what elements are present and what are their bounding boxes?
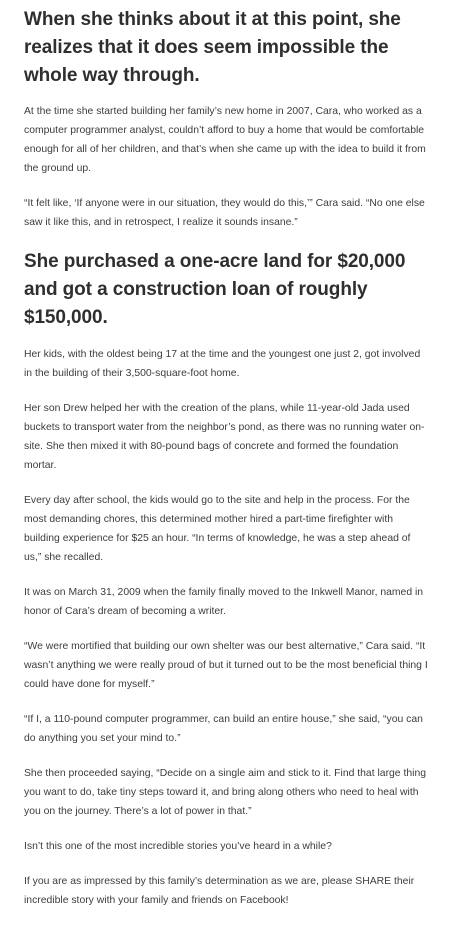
article-paragraph: “It felt like, ‘If anyone were in our situation, they would do this,’” Cara said. “No one else saw it like this, and in retrospect, I realize it sounds insane.” [24,198,425,228]
article-paragraph: At the time she started building her family’s new home in 2007, Cara, who worked as a computer programmer analyst, couldn’t afford to buy a home that would be comfortable enough for all of her children, and that’s when she came up with the idea to build it from the ground up. [24,106,426,174]
section-heading: When she thinks about it at this point, she realizes that it does seem impossible the whole way through. [24,9,401,86]
article-paragraph: Isn’t this one of the most incredible stories you’ve heard in a while? [24,841,332,852]
article-paragraph: She then proceeded saying, “Decide on a single aim and stick to it. Find that large thing you want to do, take tiny steps toward it, and bring along others who need to heal with you on the journey. There’s a lot of power in that.” [24,768,427,817]
article-paragraph: If you are as impressed by this family’s determination as we are, please SHARE their incredible story with your family and friends on Facebook! [24,876,415,906]
article-paragraph: Every day after school, the kids would go to the site and help in the process. For the most demanding chores, this determined mother hired a part-time firefighter with building experience for $25 an hour. “In terms of knowledge, he was a step ahead of us,” she recalled. [24,495,411,563]
article-paragraph: “We were mortified that building our own shelter was our best alternative,” Cara said. “It wasn’t anything we were really proud of but it turned out to be the most beneficial thing I could have done for myself.” [24,641,428,690]
article-body [24,6,430,926]
article-paragraph: “If I, a 110-pound computer programmer, can build an entire house,” she said, “you can do anything you set your mind to.” [24,714,423,744]
section-heading: She purchased a one-acre land for $20,000 and got a construction loan of roughly $150,000. [24,251,406,328]
article-paragraph: Her kids, with the oldest being 17 at the time and the youngest one just 2, got involved in the building of their 3,500-square-foot home. [24,349,421,379]
article-paragraph: Her son Drew helped her with the creation of the plans, while 11-year-old Jada used buckets to transport water from the neighbor’s pond, as there was no running water on-site. She then mixed it with 80-pound bags of concrete and formed the foundation mortar. [24,403,425,471]
article-paragraph: It was on March 31, 2009 when the family finally moved to the Inkwell Manor, named in honor of Cara’s dream of becoming a writer. [24,587,424,617]
